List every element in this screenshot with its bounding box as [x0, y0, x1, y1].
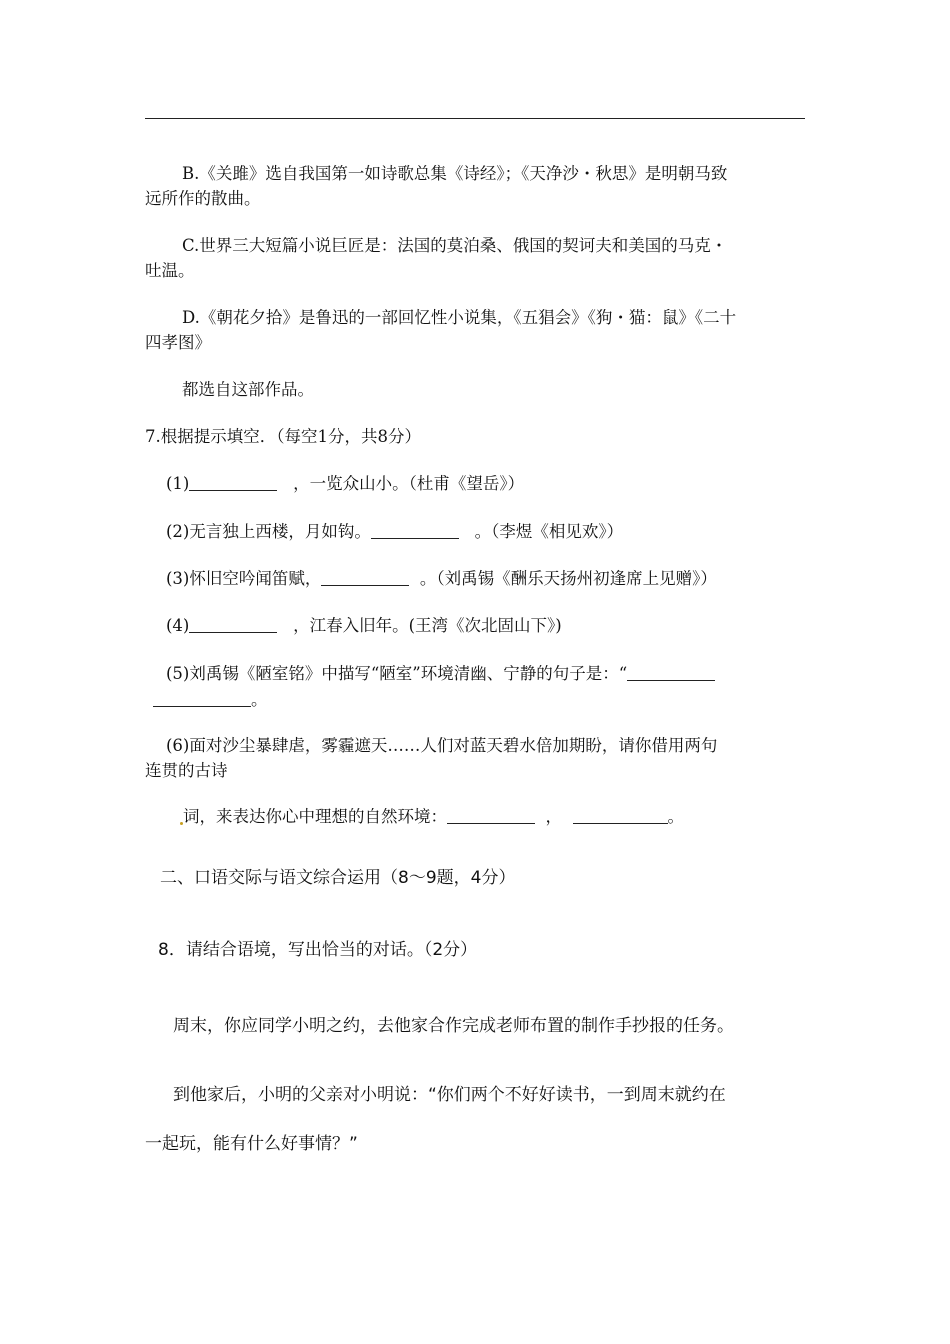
q7-item-3	[166, 566, 717, 592]
q8-title: 8．请结合语境，写出恰当的对话。（2分）	[158, 940, 478, 960]
q7-item-3-pre: (3)怀旧空吟闻笛赋，	[166, 569, 322, 588]
q8-para-1: 周末，你应同学小明之约，去他家合作完成老师布置的制作手抄报的任务。	[173, 1016, 734, 1036]
option-c-line2: 吐温。	[145, 261, 195, 280]
answer-blank[interactable]	[447, 807, 535, 824]
q7-item-6-sep: ，	[545, 807, 562, 826]
answer-blank[interactable]	[371, 522, 459, 539]
q7-item-6-line1: (6)面对沙尘暴肆虐，雾霾遮天……人们对蓝天碧水倍加期盼，请你借用两句	[166, 736, 718, 755]
q7-item-2	[166, 519, 623, 545]
q7-item-5-line2	[153, 687, 268, 713]
answer-blank[interactable]	[573, 807, 668, 824]
q7-item-3-post: 。（刘禹锡《酬乐天扬州初逢席上见赠》）	[419, 569, 717, 588]
option-d-line2: 四孝图》	[145, 333, 211, 352]
q7-item-4-pre: (4)	[166, 616, 190, 635]
q7-item-6-end: 。	[667, 807, 684, 826]
section-2-heading: 二、口语交际与语文综合运用（8～9题，4分）	[160, 868, 516, 888]
answer-blank[interactable]	[153, 690, 251, 707]
q7-item-1-pre: (1)	[166, 474, 190, 493]
q7-item-2-pre: (2)无言独上西楼，月如钩。	[166, 522, 371, 541]
q7-item-6-line2: 连贯的古诗	[145, 761, 228, 780]
q7-item-1	[166, 471, 524, 497]
q7-item-6-line3	[180, 804, 684, 830]
q7-item-5-end: 。	[251, 690, 268, 709]
answer-blank[interactable]	[189, 474, 277, 491]
option-d-line1: D.《朝花夕拾》是鲁迅的一部回忆性小说集，《五猖会》《狗・猫：鼠》《二十	[182, 308, 737, 327]
q7-item-6-text: 词，来表达你心中理想的自然环境：	[183, 807, 447, 826]
q7-item-4-post: ，江春入旧年。(王湾《次北固山下》)	[293, 616, 562, 635]
answer-blank[interactable]	[189, 616, 277, 633]
answer-blank[interactable]	[627, 664, 715, 681]
q8-para-2-line2: 一起玩，能有什么好事情？”	[145, 1134, 358, 1154]
q7-item-5-text: (5)刘禹锡《陋室铭》中描写“陋室”环境清幽、宁静的句子是：“	[166, 664, 628, 683]
header-rule	[145, 118, 805, 119]
option-d-line3: 都选自这部作品。	[182, 380, 314, 399]
q7-item-1-post: ，一览众山小。（杜甫《望岳》）	[293, 474, 525, 493]
option-c-line1: C.世界三大短篇小说巨匠是：法国的莫泊桑、俄国的契诃夫和美国的马克・	[182, 236, 728, 255]
q8-para-2-line1: 到他家后，小明的父亲对小明说：“你们两个不好好读书，一到周末就约在	[173, 1085, 726, 1105]
answer-blank[interactable]	[321, 569, 409, 586]
option-b-line1: B.《关雎》选自我国第一如诗歌总集《诗经》；《天净沙・秋思》是明朝马致	[182, 164, 728, 183]
q7-title: 7.根据提示填空．（每空1分，共8分）	[145, 427, 421, 446]
q7-item-4	[166, 613, 562, 639]
q7-item-5-line1	[166, 661, 715, 687]
q7-item-2-post: 。（李煜《相见欢》）	[474, 522, 624, 541]
option-b-line2: 远所作的散曲。	[145, 189, 261, 208]
